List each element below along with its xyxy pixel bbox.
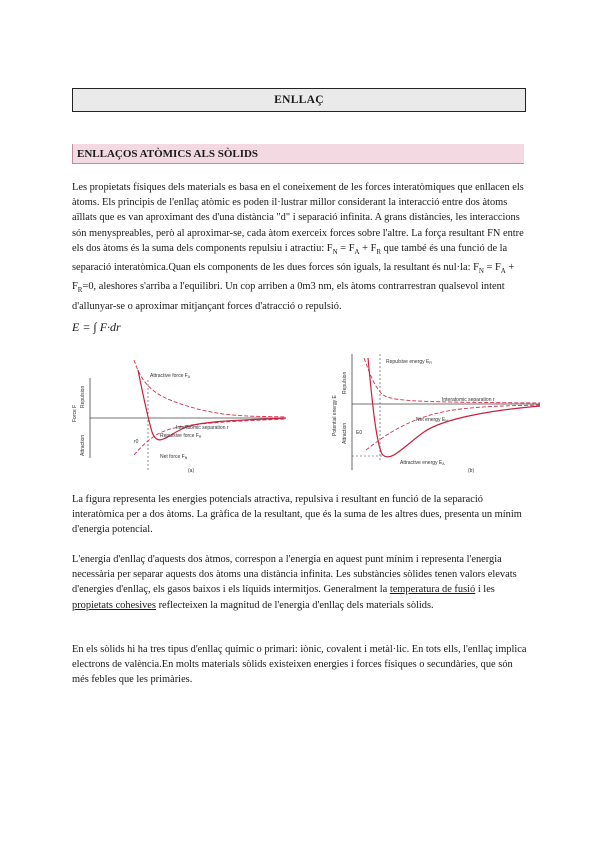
figure-tag-a: (a)	[188, 468, 195, 474]
label-separation-left: Interatomic separation r	[176, 425, 229, 431]
section-heading: ENLLAÇOS ATÒMICS ALS SÒLIDS	[72, 144, 524, 164]
axis-attraction-left: Attraction	[80, 434, 86, 456]
label-net-energy: Net energy $E_N$	[416, 417, 448, 423]
page-title: ENLLAÇ	[72, 88, 526, 112]
label-separation-right: Interatomic separation r	[442, 397, 495, 403]
force-plot	[72, 360, 286, 474]
label-attractive-energy: Attractive energy $E_A$	[400, 460, 445, 466]
link-melting-temperature[interactable]: temperatura de fusió	[389, 584, 476, 596]
energy-formula: E = ∫ F·dr	[72, 320, 121, 334]
net-energy-curve	[368, 358, 540, 457]
axis-attraction-right: Attraction	[342, 422, 348, 444]
attractive-force-curve	[134, 360, 286, 417]
paragraph-forces: Les propietats físiques dels materials es basa en el coneixement de les forces interatòmiques que enllacen els àtoms. Els principis de l'enllaç atòmic es poden il·lustrar millor considerant la interacció entre dos àtoms aïllats que es van aproximant des d'una distància "d" i separació infinita. A grans distàncies, les interaccions són menyspreables, però al aproximar-se, cada àtom exerceix forces sobre l'altre. La força resultant FN entre els dos àtoms és la suma dels components repulsiu i atractiu: $F_N = F_A + F_R$ que també és una funció de la separació interatòmica.Quan els components de les dues forces són iguals, la resultant és nul·la: $F_N = F_A + F_R=0$, aleshores s'arriba a l'equilibri. Un cop arriben a 0m3 nm, els àtoms contrarrestran qualsevol intent d'allunyar-se o aproximar mitjançant forces d'atracció o repulsió.	[72, 182, 524, 312]
label-r0: r0	[134, 439, 139, 445]
paragraph-figure-description: La figura representa les energies potencials atractiva, repulsiva i resultant en funció de la separació interatòmica per a dos àtoms. La gràfica de la resultant, que és la suma de les altres dues, presenta un mínim d'energia potencial.	[72, 494, 522, 536]
energy-plot	[332, 354, 540, 474]
paragraph-bond-types: En els sòlids hi ha tres tipus d'enllaç químic o primari: iònic, covalent i metàl·lic. En tots ells, l'enllaç implica electrons de valència.En molts materials sòlids existeixen energies i forces físiques o secundàries, que són més febles que les primàries.	[72, 644, 527, 686]
axis-repulsion-left: Repulsion	[80, 385, 86, 408]
label-repulsive-force: Repulsive force $F_R$	[160, 433, 202, 439]
figure-tag-b: (b)	[468, 468, 475, 474]
label-repulsive-energy: Repulsive energy $E_R$	[386, 359, 432, 365]
attractive-energy-curve	[366, 405, 540, 450]
label-net-force: Net force $F_N$	[160, 454, 188, 460]
axis-energy-label: Potential energy E	[332, 395, 338, 436]
axis-force-label: Force F	[72, 404, 78, 422]
paragraph-bond-energy: L'energia d'enllaç d'aquests dos àtmos, correspon a l'energia en aquest punt mínim i representa l'energia necessària per separar aquests dos àtoms una distància infinita. Les substàncies sòlides tenen valors elevats d'energies d'enllaç, els gasos baixos i els líquids intermitjos. Generalment la temperatura de fusió i les propietats cohesives reflecteixen la magnitud de l'energia d'enllaç dels materials sòlids.	[72, 554, 517, 611]
label-e0: E0	[356, 430, 363, 436]
label-attractive-force: Attractive force $F_A$	[150, 373, 191, 379]
force-energy-figure	[64, 350, 544, 490]
link-cohesive-properties[interactable]: propietats cohesives	[72, 599, 156, 611]
axis-repulsion-right: Repulsion	[342, 371, 348, 394]
